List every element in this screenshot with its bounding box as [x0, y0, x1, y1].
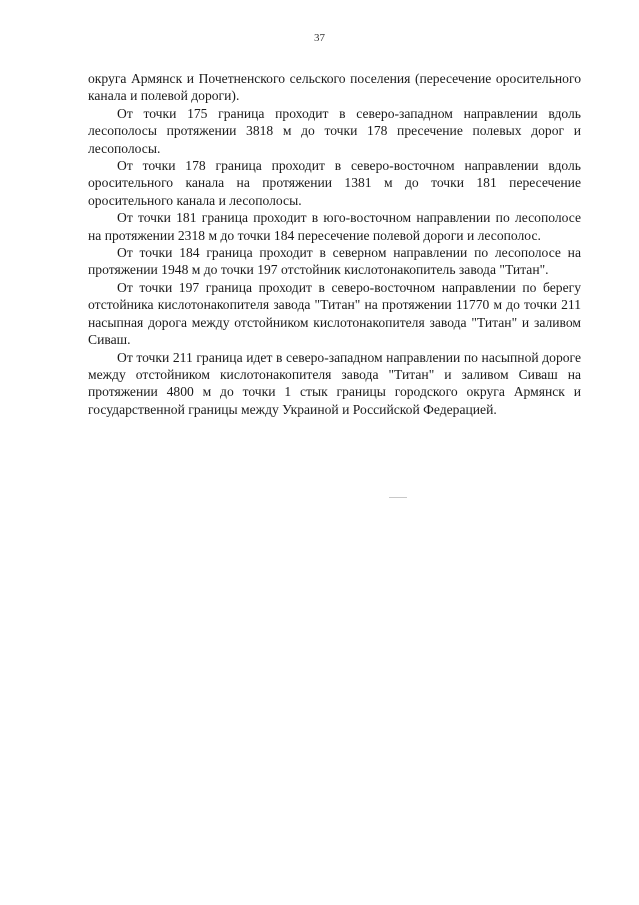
paragraph-continuation: округа Армянск и Почетненского сельского поселения (пересечение оросительного канала и полевой дороги). [88, 71, 581, 104]
paragraph-point-184: От точки 184 граница проходит в северном направлении по лесополосе на протяжении 1948 м до точки 197 отстойник кислотонакопитель завода "Титан". [88, 245, 581, 278]
paragraph-point-178: От точки 178 граница проходит в северо-восточном направлении вдоль оросительного канала на протяжении 1381 м до точки 181 пересечение оросительного канала и лесополосы. [88, 158, 581, 208]
scan-mark [389, 497, 407, 498]
paragraph-point-181: От точки 181 граница проходит в юго-восточном направлении по лесополосе на протяжении 2318 м до точки 184 пересечение полевой дороги и лесополос. [88, 210, 581, 243]
paragraph-point-211: От точки 211 граница идет в северо-западном направлении по насыпной дороге между отстойником кислотонакопителя завода "Титан" и заливом Сиваш на протяжении 4800 м до точки 1 стык границы городского округа Армянск и государственной границы между Украиной и Российской Федерацией. [88, 349, 581, 417]
paragraph-point-197: От точки 197 граница проходит в северо-восточном направлении по берегу отстойника кислотонакопителя завода "Титан" на протяжении 11770 м до точки 211 насыпная дорога между отстойником кислотонакопителя завода "Титан" и заливом Сиваш. [88, 279, 581, 348]
document-body [88, 70, 581, 418]
page-number: 37 [314, 32, 325, 44]
paragraph-point-175: От точки 175 граница проходит в северо-западном направлении вдоль лесополосы протяжении 3818 м до точки 178 пресечение полевых дорог и лесополосы. [88, 105, 581, 156]
